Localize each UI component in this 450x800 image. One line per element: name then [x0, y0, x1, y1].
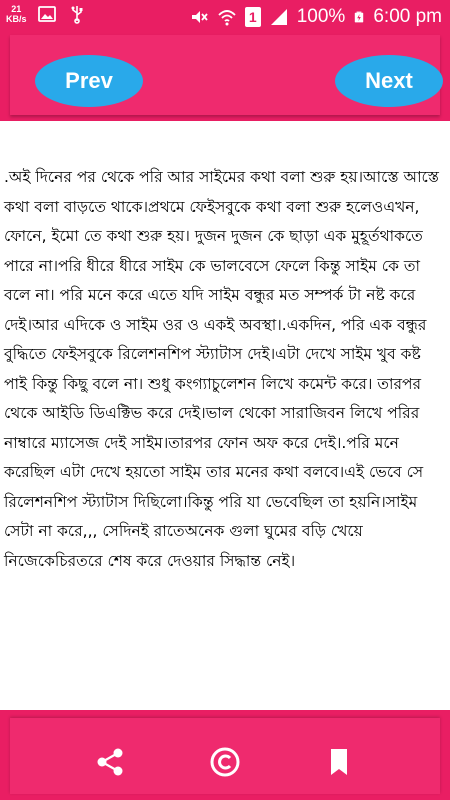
sim-icon — [245, 7, 261, 27]
image-icon — [37, 4, 57, 24]
bottom-toolbar-card — [10, 718, 440, 794]
copyright-icon[interactable] — [209, 746, 241, 778]
bottom-toolbar — [0, 710, 450, 800]
story-text: .অই দিনের পর থেকে পরি আর সাইমের কথা বলা শুরু হয়।আস্তে আস্তে কথা বলা বাড়তে থাকে।প্রথমে ফেইসবুকে কথা বলা শুরু হলেওএখন, ফোনে, ইমো তে কথা শুরু হয়। দুজন দুজন কে ছাড়া এক মুহূর্তথাকতে পারে না।পরি ধীরে ধীরে সাইম কে ভালবেসে ফেলে কিন্তু সাইম কে তা বলে না। পরি মনে করে এতে যদি সাইম বন্ধুর মত সম্পর্ক টা নষ্ট করে দেই।আর এদিকে ও সাইম ওর ও একই অবস্থা।.একদিন, পরি এক বন্ধুর বুদ্ধিতে ফেইসবুকে রিলেশনশিপ স্ট্যাটাস দেই।এটা দেখে সাইম খুব কষ্ট পাই কিন্তু কিছু বলে না। শুধু কংগ্যাচুলেশন লিখে কমেন্ট করে। তারপর থেকে আইডি ডিএক্টিভ করে দেই।ভাল থেকো সারাজিবন লিখে পরির নাম্বারে ম্যাসেজ দেই সাইম।তারপর ফোন অফ করে দেই।.পরি মনে করেছিল এটা দেখে হয়তো সাইম তার মনের কথা বলবে।এই ভেবে সে রিলেশনশিপ স্ট্যাটাস দিছিলো।কিন্তু পরি যা ভেবেছিল তা হয়নি।সাইম সেটা না করে,,, সেদিনই রাতেঅনেক গুলা ঘুমের বড়ি খেয়ে নিজেকেচিরতরে শেষ করে দেওয়ার সিদ্ধান্ত নেই। — [4, 168, 439, 570]
status-bar — [0, 0, 450, 33]
share-icon[interactable] — [94, 746, 126, 778]
next-button-label: Next — [365, 68, 413, 93]
next-button[interactable] — [335, 55, 443, 107]
battery-percent: 100% — [296, 5, 346, 27]
status-bar-left — [6, 4, 87, 24]
usb-icon — [67, 4, 87, 24]
status-bar-right — [189, 0, 442, 33]
network-speed-value: 21 — [11, 4, 22, 14]
signal-icon — [269, 7, 289, 27]
battery-charging-icon — [353, 7, 365, 27]
header-card — [10, 35, 440, 115]
bookmark-icon[interactable] — [323, 746, 355, 778]
prev-button-label: Prev — [65, 68, 113, 93]
header-bar — [0, 33, 450, 121]
story-content[interactable] — [0, 121, 450, 710]
prev-button[interactable] — [35, 55, 143, 107]
sim-label: 1 — [248, 8, 257, 25]
network-speed-unit: KB/s — [6, 14, 27, 24]
wifi-icon — [217, 7, 237, 27]
mute-icon — [189, 7, 209, 27]
network-speed — [6, 4, 27, 24]
clock-time: 6:00 pm — [373, 5, 442, 27]
